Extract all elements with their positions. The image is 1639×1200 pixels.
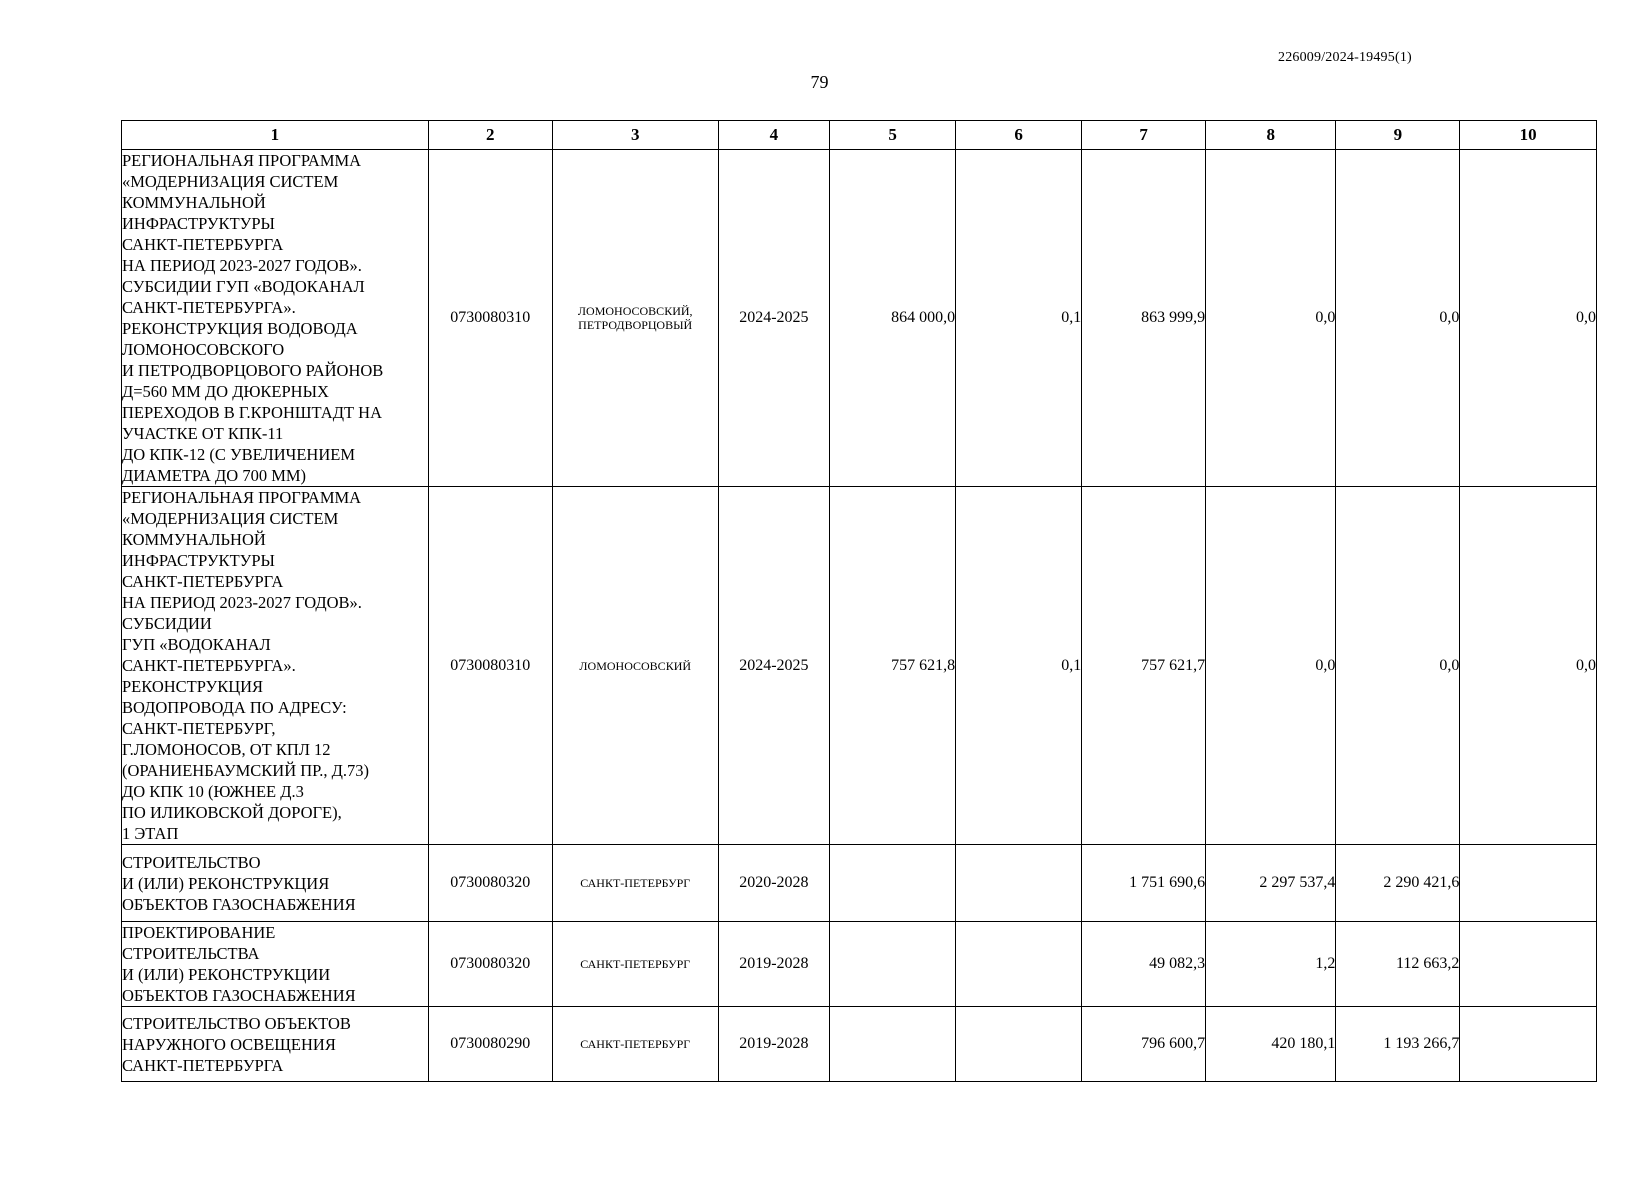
district: САНКТ-ПЕТЕРБУРГ	[552, 922, 718, 1007]
table-row	[122, 150, 1597, 487]
value-col-9: 2 290 421,6	[1336, 845, 1460, 922]
budget-code: 0730080320	[428, 845, 552, 922]
budget-code: 0730080290	[428, 1007, 552, 1082]
column-header: 8	[1206, 121, 1336, 150]
value-col-7: 1 751 690,6	[1082, 845, 1206, 922]
table-row	[122, 922, 1597, 1007]
value-col-10: 0,0	[1460, 150, 1597, 487]
value-col-7: 863 999,9	[1082, 150, 1206, 487]
value-col-9: 112 663,2	[1336, 922, 1460, 1007]
program-name: ПРОЕКТИРОВАНИЕ СТРОИТЕЛЬСТВА И (ИЛИ) РЕКОНСТРУКЦИИ ОБЪЕКТОВ ГАЗОСНАБЖЕНИЯ	[122, 922, 429, 1007]
value-col-5: 757 621,8	[830, 487, 956, 845]
column-header: 4	[718, 121, 829, 150]
program-name: РЕГИОНАЛЬНАЯ ПРОГРАММА «МОДЕРНИЗАЦИЯ СИСТЕМ КОММУНАЛЬНОЙ ИНФРАСТРУКТУРЫ САНКТ-ПЕТЕРБУРГА НА ПЕРИОД 2023-2027 ГОДОВ». СУБСИДИИ ГУП «ВОДОКАНАЛ САНКТ-ПЕТЕРБУРГА». РЕКОНСТРУКЦИЯ ВОДОВОДА ЛОМОНОСОВСКОГО И ПЕТРОДВОРЦОВОГО РАЙОНОВ Д=560 ММ ДО ДЮКЕРНЫХ ПЕРЕХОДОВ В Г.КРОНШТАДТ НА УЧАСТКЕ ОТ КПК-11 ДО КПК-12 (С УВЕЛИЧЕНИЕМ ДИАМЕТРА ДО 700 ММ)	[122, 150, 429, 487]
period: 2024-2025	[718, 487, 829, 845]
value-col-8: 1,2	[1206, 922, 1336, 1007]
budget-code: 0730080310	[428, 487, 552, 845]
period: 2019-2028	[718, 1007, 829, 1082]
column-header: 10	[1460, 121, 1597, 150]
value-col-5	[830, 845, 956, 922]
budget-table	[121, 120, 1597, 1082]
value-col-8: 0,0	[1206, 487, 1336, 845]
value-col-6: 0,1	[956, 150, 1082, 487]
value-col-9: 1 193 266,7	[1336, 1007, 1460, 1082]
district: ЛОМОНОСОВСКИЙ, ПЕТРОДВОРЦОВЫЙ	[552, 150, 718, 487]
value-col-6: 0,1	[956, 487, 1082, 845]
value-col-5	[830, 922, 956, 1007]
column-header: 3	[552, 121, 718, 150]
value-col-9: 0,0	[1336, 150, 1460, 487]
budget-code: 0730080310	[428, 150, 552, 487]
value-col-7: 49 082,3	[1082, 922, 1206, 1007]
period: 2020-2028	[718, 845, 829, 922]
column-header: 1	[122, 121, 429, 150]
table-row	[122, 845, 1597, 922]
value-col-8: 0,0	[1206, 150, 1336, 487]
period: 2024-2025	[718, 150, 829, 487]
value-col-8: 2 297 537,4	[1206, 845, 1336, 922]
table-row	[122, 487, 1597, 845]
district: САНКТ-ПЕТЕРБУРГ	[552, 1007, 718, 1082]
period: 2019-2028	[718, 922, 829, 1007]
value-col-6	[956, 1007, 1082, 1082]
district: САНКТ-ПЕТЕРБУРГ	[552, 845, 718, 922]
program-name: СТРОИТЕЛЬСТВО ОБЪЕКТОВ НАРУЖНОГО ОСВЕЩЕНИЯ САНКТ-ПЕТЕРБУРГА	[122, 1007, 429, 1082]
column-header: 2	[428, 121, 552, 150]
column-header: 5	[830, 121, 956, 150]
district: ЛОМОНОСОВСКИЙ	[552, 487, 718, 845]
page-number: 79	[810, 72, 829, 92]
program-name: РЕГИОНАЛЬНАЯ ПРОГРАММА «МОДЕРНИЗАЦИЯ СИСТЕМ КОММУНАЛЬНОЙ ИНФРАСТРУКТУРЫ САНКТ-ПЕТЕРБУРГА НА ПЕРИОД 2023-2027 ГОДОВ». СУБСИДИИ ГУП «ВОДОКАНАЛ САНКТ-ПЕТЕРБУРГА». РЕКОНСТРУКЦИЯ ВОДОПРОВОДА ПО АДРЕСУ: САНКТ-ПЕТЕРБУРГ, Г.ЛОМОНОСОВ, ОТ КПЛ 12 (ОРАНИЕНБАУМСКИЙ ПР., Д.73) ДО КПК 10 (ЮЖНЕЕ Д.3 ПО ИЛИКОВСКОЙ ДОРОГЕ), 1 ЭТАП	[122, 487, 429, 845]
column-header: 9	[1336, 121, 1460, 150]
value-col-8: 420 180,1	[1206, 1007, 1336, 1082]
value-col-10	[1460, 845, 1597, 922]
value-col-6	[956, 922, 1082, 1007]
value-col-5: 864 000,0	[830, 150, 956, 487]
value-col-5	[830, 1007, 956, 1082]
value-col-10	[1460, 1007, 1597, 1082]
value-col-6	[956, 845, 1082, 922]
header-row	[122, 121, 1597, 150]
value-col-9: 0,0	[1336, 487, 1460, 845]
budget-code: 0730080320	[428, 922, 552, 1007]
table-row	[122, 1007, 1597, 1082]
document-id: 226009/2024-19495(1)	[1278, 50, 1412, 65]
value-col-10	[1460, 922, 1597, 1007]
program-name: СТРОИТЕЛЬСТВО И (ИЛИ) РЕКОНСТРУКЦИЯ ОБЪЕКТОВ ГАЗОСНАБЖЕНИЯ	[122, 845, 429, 922]
column-header: 6	[956, 121, 1082, 150]
column-header: 7	[1082, 121, 1206, 150]
value-col-7: 796 600,7	[1082, 1007, 1206, 1082]
value-col-7: 757 621,7	[1082, 487, 1206, 845]
value-col-10: 0,0	[1460, 487, 1597, 845]
